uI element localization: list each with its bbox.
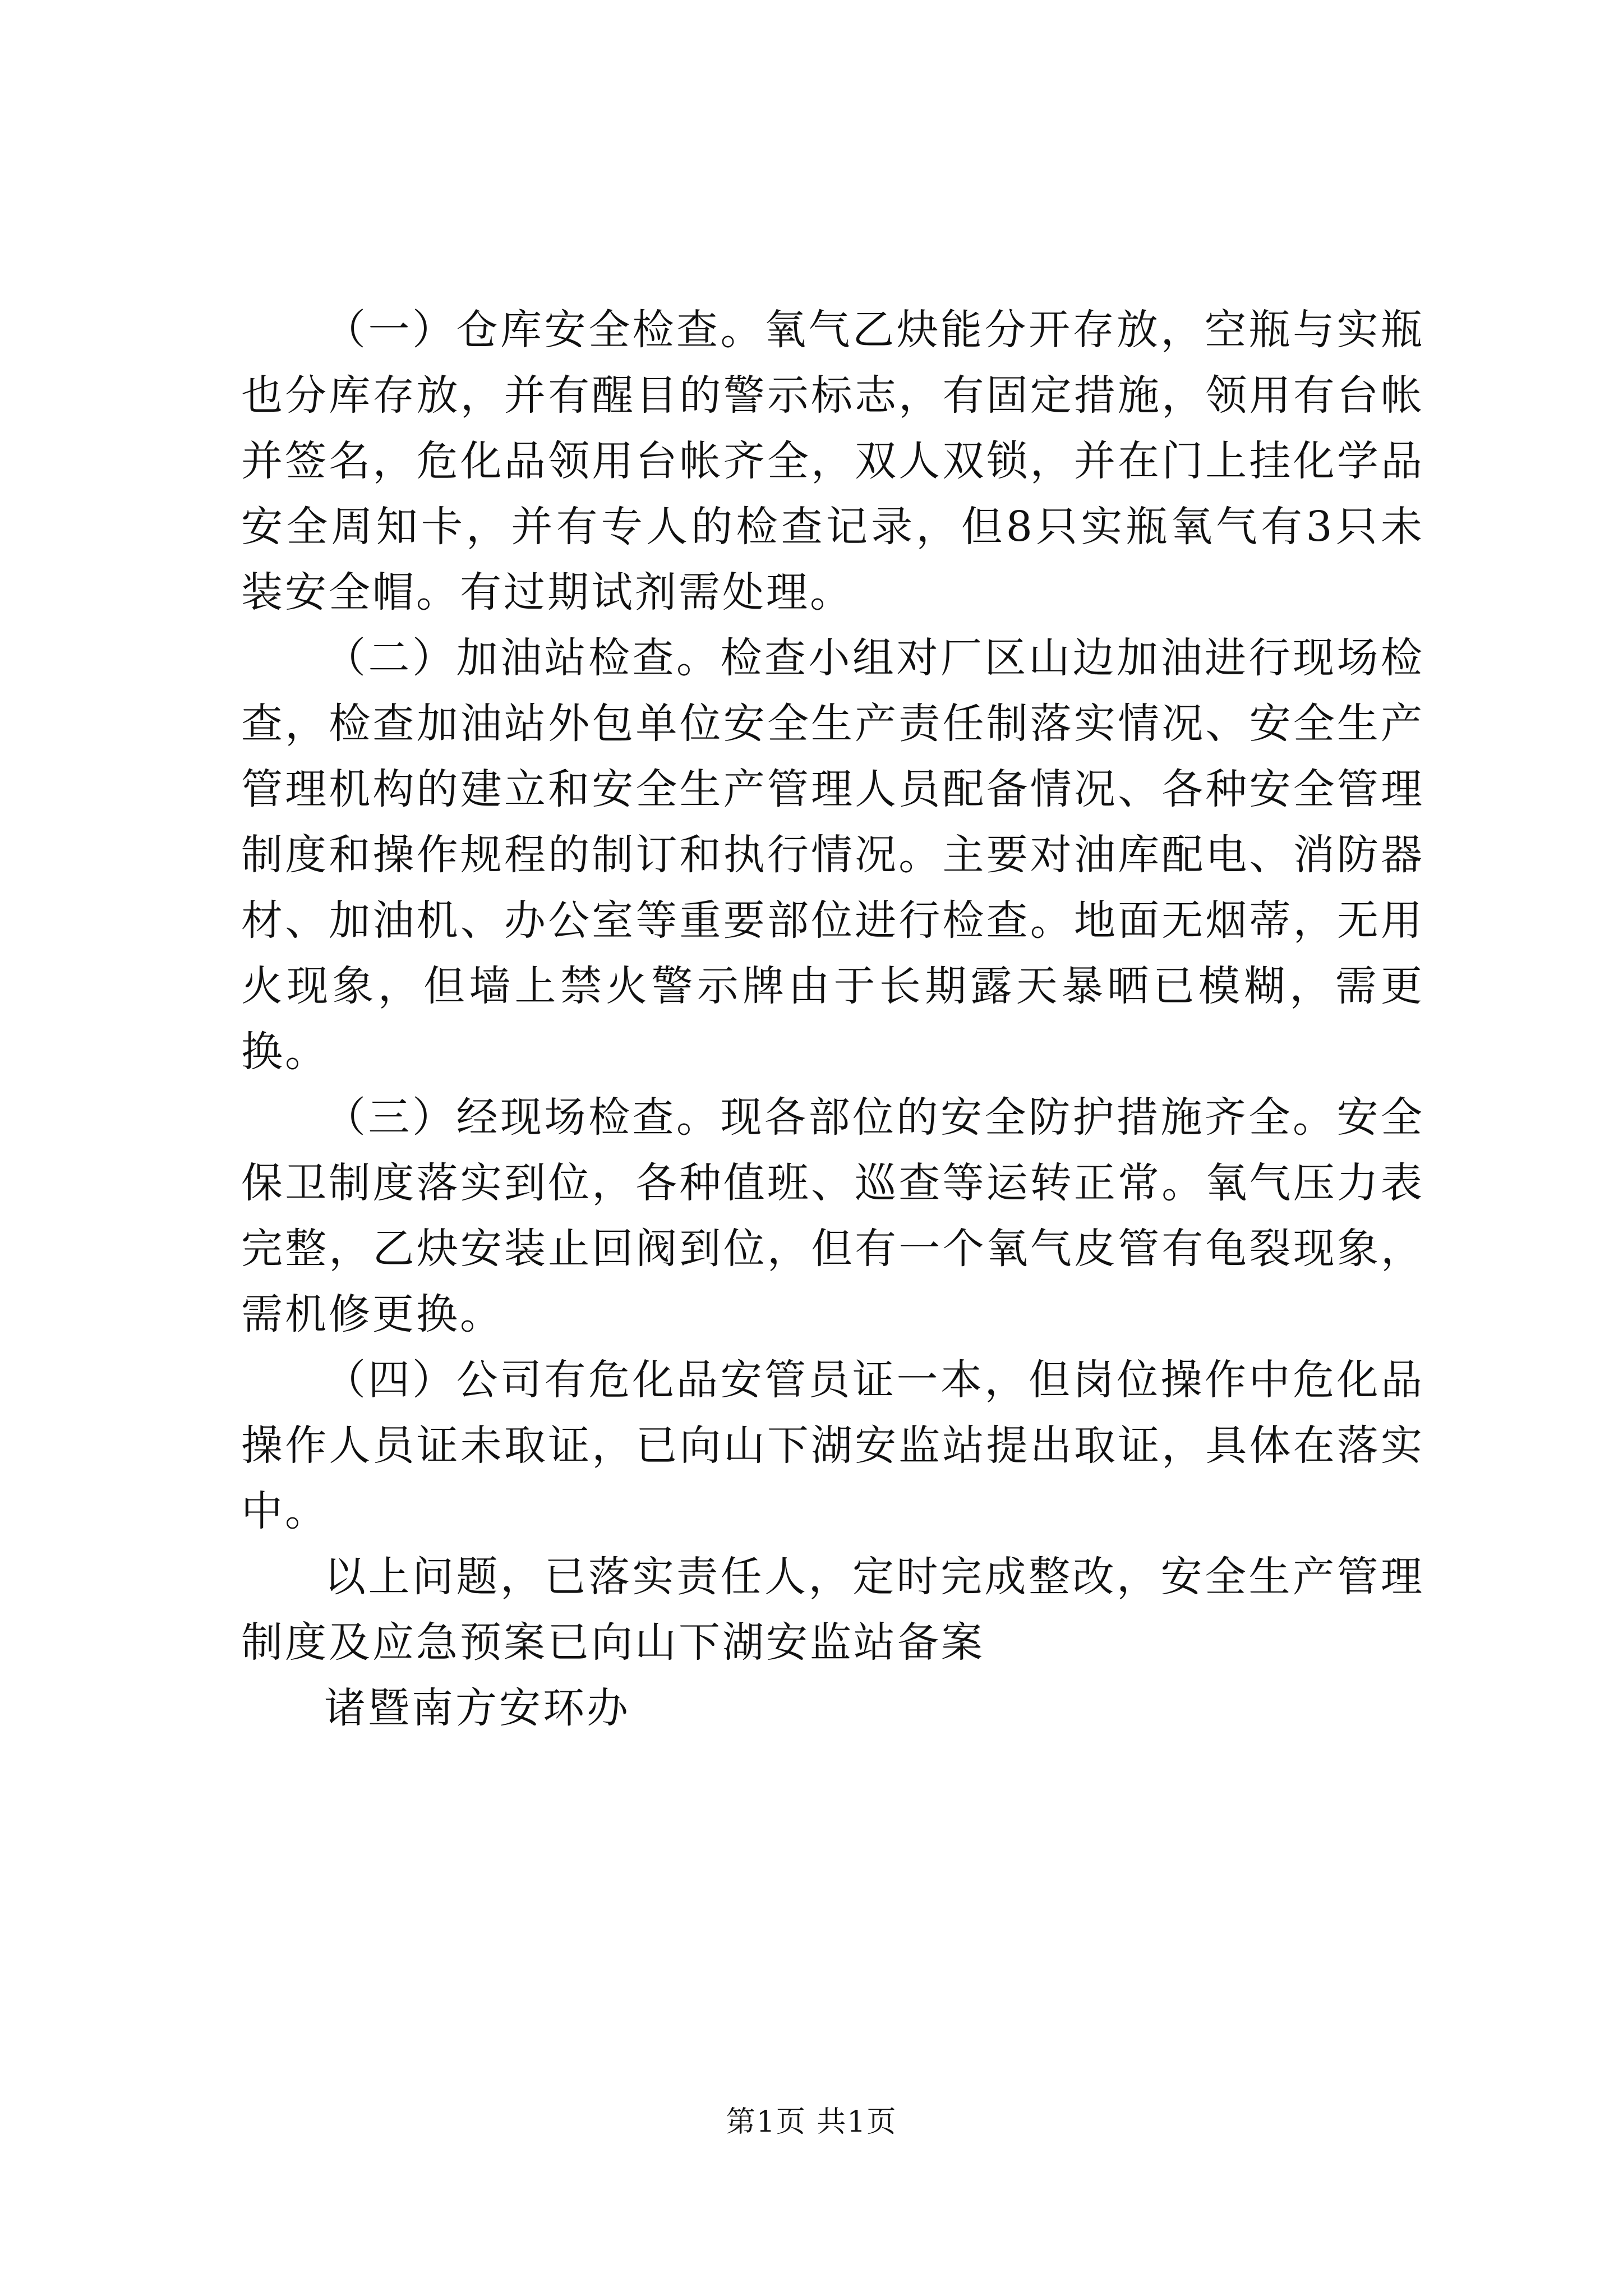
paragraph-site-inspection: （三）经现场检查。现各部位的安全防护措施齐全。安全保卫制度落实到位，各种值班、巡查等运转正常。氧气压力表完整，乙炔安装止回阀到位，但有一个氧气皮管有龟裂现象，需机修更换。 [241,1093,1424,1338]
page-footer: 第1页 共1页 [726,2105,897,2139]
paragraph-conclusion: 以上问题，已落实责任人，定时完成整改，安全生产管理制度及应急预案已向山下湖安监站备案 [241,1553,1424,1667]
signature-office: 诸暨南方安环办 [324,1684,630,1732]
paragraph-gas-station-inspection: （二）加油站检查。检查小组对厂区山边加油进行现场检查，检查加油站外包单位安全生产责任制落实情况、安全生产管理机构的建立和安全生产管理人员配备情况、各种安全管理制度和操作规程的制订和执行情况。主要对油库配电、消防器材、加油机、办公室等重要部位进行检查。地面无烟蒂，无用火现象，但墙上禁火警示牌由于长期露天暴晒已模糊，需更换。 [241,634,1424,1076]
document-body [241,297,1424,1741]
paragraph-warehouse-inspection: （一）仓库安全检查。氧气乙炔能分开存放，空瓶与实瓶也分库存放，并有醒目的警示标志，有固定措施，领用有台帐并签名，危化品领用台帐齐全，双人双锁，并在门上挂化学品安全周知卡，并有专人的检查记录，但8只实瓶氧气有3只未装安全帽。有过期试剂需处理。 [241,306,1424,616]
paragraph-certificate: （四）公司有危化品安管员证一本，但岗位操作中危化品操作人员证未取证，已向山下湖安监站提出取证，具体在落实中。 [241,1356,1424,1535]
